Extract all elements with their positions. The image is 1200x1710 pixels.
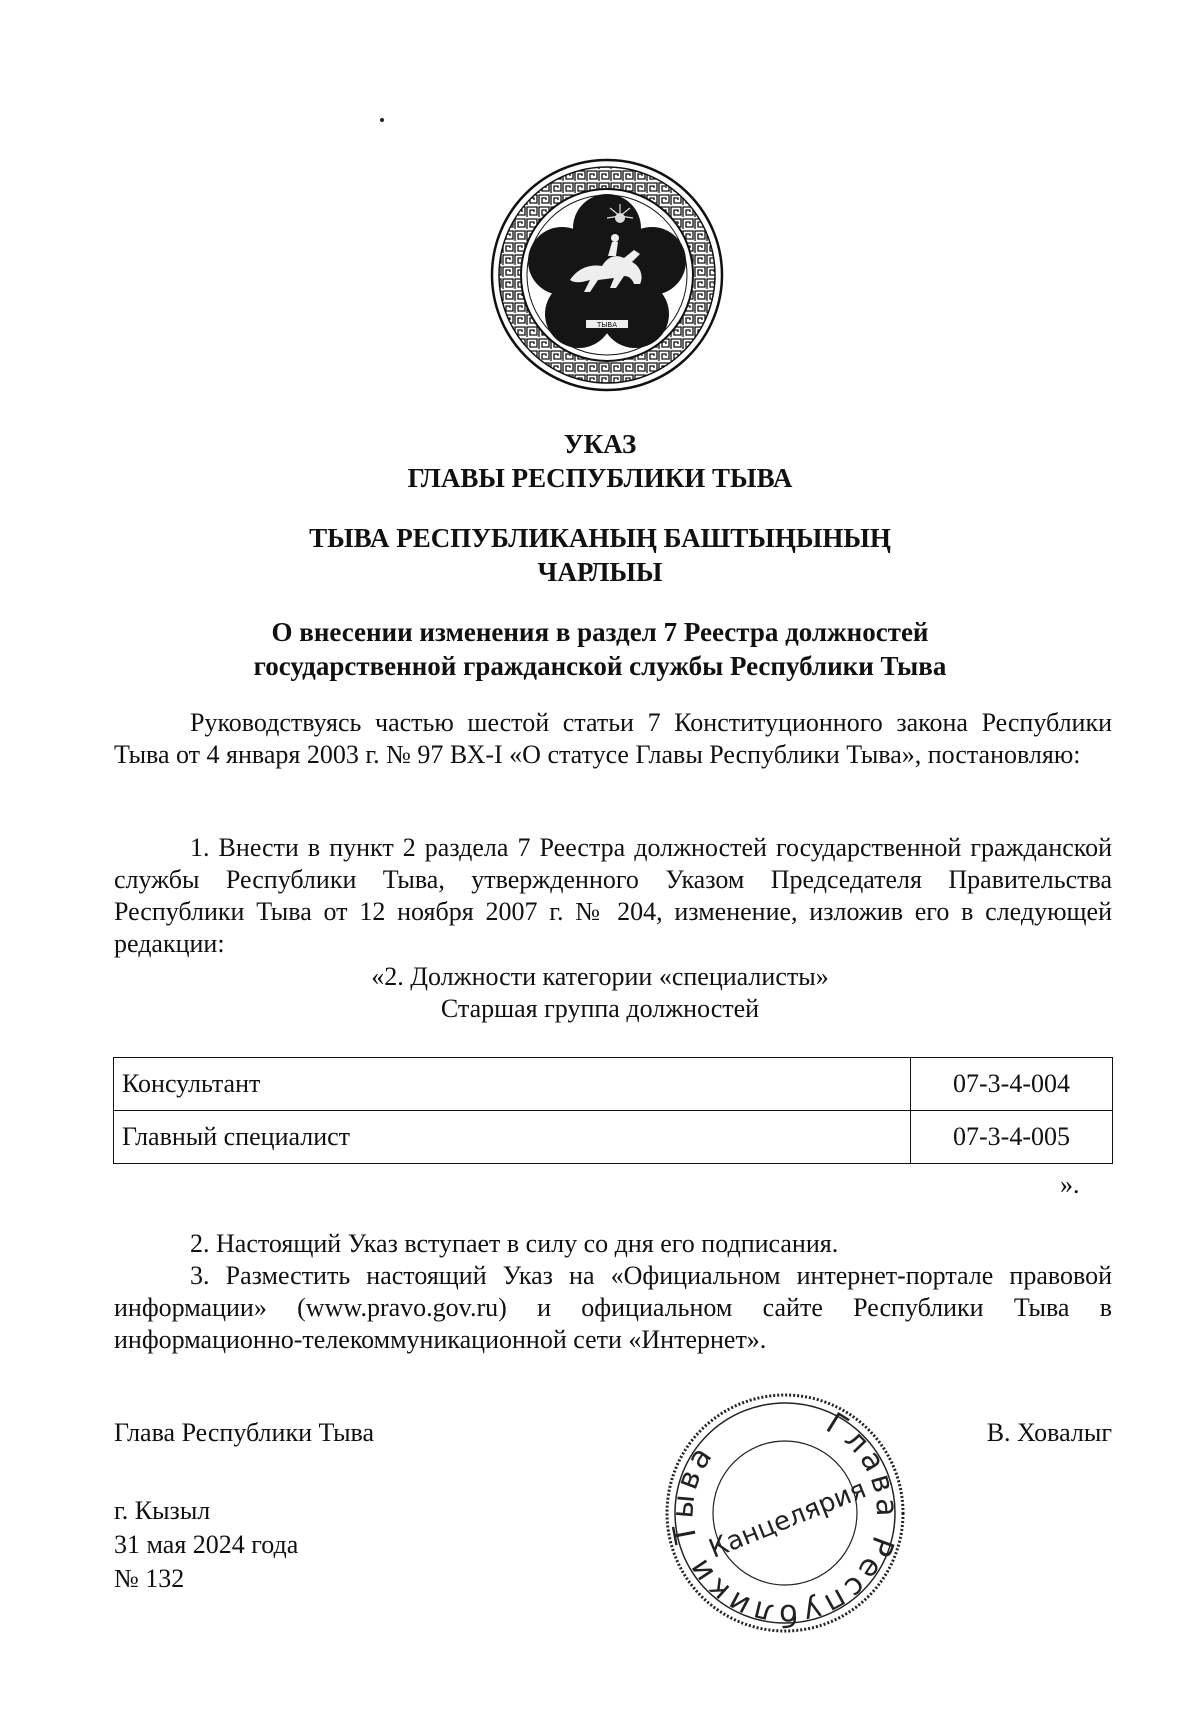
quoted-section-heading: «2. Должности категории «специалисты»	[371, 962, 829, 991]
table-row	[114, 1058, 1113, 1111]
issuer-title-tuvan: ТЫВА РЕСПУБЛИКАНЫҢ БАШТЫҢЫНЫҢ	[309, 523, 891, 553]
doc-type-title: УКАЗ	[563, 429, 637, 459]
quoted-group-heading: Старшая группа должностей	[440, 994, 760, 1023]
position-cell: Главный специалист	[114, 1111, 911, 1164]
subject-line-2: государственной гражданской службы Республики Тыва	[253, 651, 947, 681]
position-cell: Консультант	[114, 1058, 911, 1111]
signatory-name: В. Ховалыг	[986, 1418, 1112, 1447]
stamp-inner-text: Канцелярия	[704, 1474, 871, 1565]
closing-quote: ».	[1060, 1170, 1080, 1199]
tuva-coat-of-arms-icon	[490, 158, 724, 392]
scan-speck	[380, 118, 384, 122]
doc-type-title-tuvan: ЧАРЛЫЫ	[537, 557, 663, 587]
svg-text:ТЫВА: ТЫВА	[596, 321, 618, 329]
code-cell: 07-3-4-004	[911, 1058, 1113, 1111]
item-2-paragraph: 2. Настоящий Указ вступает в силу со дня его подписания.	[190, 1229, 839, 1258]
item-3-paragraph: 3. Разместить настоящий Указ на «Официальном интернет-портале правовой информации» (www.pravo.gov.ru) и официальном сайте Республики Тыва в информационно-телекоммуникационной сети «Интернет».	[114, 1261, 1112, 1354]
signatory-title: Глава Республики Тыва	[114, 1418, 375, 1447]
subject-line-1: О внесении изменения в раздел 7 Реестра должностей	[271, 617, 929, 647]
stamp-outer-text: Глава Республики Тыва	[665, 1406, 905, 1633]
issue-date: 31 мая 2024 года	[114, 1530, 299, 1559]
table-row	[114, 1111, 1113, 1164]
document-number: № 132	[114, 1564, 185, 1593]
positions-table	[113, 1057, 1113, 1164]
item-1-paragraph: 1. Внести в пункт 2 раздела 7 Реестра должностей государственной гражданской службы Республики Тыва, утвержденного Указом Председателя Правительства Республики Тыва от 12 ноября 2007 г. № 204, изменение, изложив его в следующей редакции:	[114, 833, 1112, 958]
code-cell: 07-3-4-005	[911, 1111, 1113, 1164]
preamble-paragraph: Руководствуясь частью шестой статьи 7 Конституционного закона Республики Тыва от 4 января 2003 г. № 97 ВХ-I «О статусе Главы Республики Тыва», постановляю:	[114, 708, 1112, 769]
issue-city: г. Кызыл	[114, 1496, 211, 1525]
office-stamp	[660, 1388, 910, 1638]
issuer-title: ГЛАВЫ РЕСПУБЛИКИ ТЫВА	[407, 463, 793, 493]
